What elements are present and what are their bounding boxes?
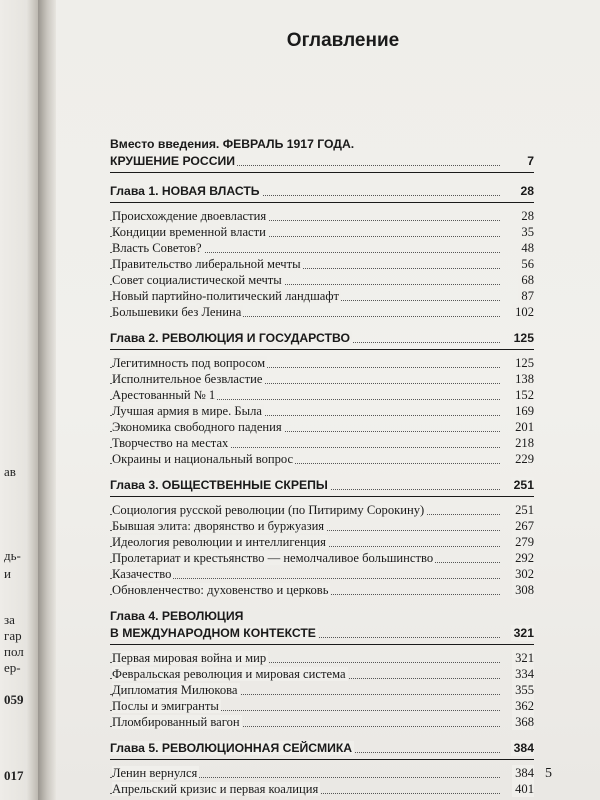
toc-item[interactable] — [110, 403, 534, 419]
toc-item[interactable] — [110, 765, 534, 781]
intro-title-line2: КРУШЕНИЕ РОССИИ — [110, 154, 236, 168]
toc-item-title: Февральская революция и мировая система — [112, 667, 346, 681]
toc-item-page-number: 355 — [512, 682, 534, 698]
toc-item-title: Большевики без Ленина — [112, 305, 242, 319]
toc-item[interactable] — [110, 256, 534, 272]
toc-item-title: Правительство либеральной мечты — [112, 257, 301, 271]
toc-item[interactable] — [110, 240, 534, 256]
toc-item[interactable] — [110, 666, 534, 682]
chapter-page-number: 125 — [511, 330, 534, 346]
toc-item-title: Исполнительное безвластие — [112, 372, 263, 386]
intro-page-number: 7 — [524, 153, 534, 169]
chapter-title: Глава 3. ОБЩЕСТВЕННЫЕ СКРЕПЫ — [110, 478, 328, 492]
chapter-page-number: 321 — [511, 625, 534, 641]
toc-item-title: Первая мировая война и мир — [112, 651, 267, 665]
toc-item[interactable] — [110, 502, 534, 518]
toc-item-page-number: 169 — [512, 403, 534, 419]
toc-item-page-number: 279 — [512, 534, 534, 550]
toc-item[interactable] — [110, 582, 534, 598]
toc-item-page-number: 201 — [512, 419, 534, 435]
toc-item-page-number: 251 — [512, 502, 534, 518]
toc-item[interactable] — [110, 272, 534, 288]
left-page-fragment: гар — [4, 628, 22, 643]
chapter-title: В МЕЖДУНАРОДНОМ КОНТЕКСТЕ — [110, 626, 316, 640]
toc-item-page-number: 28 — [518, 208, 534, 224]
toc-item-page-number: 125 — [512, 355, 534, 371]
toc-item-page-number: 68 — [518, 272, 534, 288]
chapter-entry[interactable] — [110, 183, 534, 199]
section-divider — [110, 172, 534, 173]
toc-item[interactable] — [110, 419, 534, 435]
left-page-fragment: ер- — [4, 660, 21, 675]
left-page-fragment: 059 — [4, 692, 24, 707]
left-page-fragment: 017 — [4, 768, 24, 783]
chapter-entry[interactable] — [110, 740, 534, 756]
toc-item-title: Экономика свободного падения — [112, 420, 282, 434]
toc-item-title: Ленин вернулся — [112, 766, 198, 780]
toc-item-title: Кондиции временной власти — [112, 225, 266, 239]
toc-item-page-number: 362 — [512, 698, 534, 714]
table-of-contents — [110, 136, 534, 797]
toc-item-page-number: 321 — [512, 650, 534, 666]
toc-item-page-number: 334 — [512, 666, 534, 682]
toc-item-title: Социология русской революции (по Питириму Сорокину) — [112, 503, 425, 517]
toc-item-page-number: 308 — [512, 582, 534, 598]
toc-item[interactable] — [110, 304, 534, 320]
book-gutter — [38, 0, 56, 800]
chapter-page-number: 28 — [517, 183, 534, 199]
chapter-title: Глава 2. РЕВОЛЮЦИЯ И ГОСУДАРСТВО — [110, 331, 350, 345]
toc-item-page-number: 35 — [518, 224, 534, 240]
toc-item-page-number: 48 — [518, 240, 534, 256]
toc-item[interactable] — [110, 355, 534, 371]
toc-item[interactable] — [110, 682, 534, 698]
left-page-fragment: за — [4, 612, 15, 627]
toc-item[interactable] — [110, 566, 534, 582]
section-divider — [110, 496, 534, 497]
chapter-entry[interactable] — [110, 477, 534, 493]
toc-item-title: Послы и эмигранты — [112, 699, 219, 713]
toc-item[interactable] — [110, 288, 534, 304]
toc-item-title: Арестованный № 1 — [112, 388, 216, 402]
chapter-entry[interactable] — [110, 625, 534, 641]
left-page-fragment: ав — [4, 464, 16, 479]
chapter-title: Глава 1. НОВАЯ ВЛАСТЬ — [110, 184, 260, 198]
intro-title-line1: Вместо введения. ФЕВРАЛЬ 1917 ГОДА. — [110, 137, 355, 151]
toc-item[interactable] — [110, 518, 534, 534]
toc-item-title: Совет социалистической мечты — [112, 273, 282, 287]
toc-item[interactable] — [110, 435, 534, 451]
chapter-title-line1: Глава 4. РЕВОЛЮЦИЯ — [110, 609, 244, 623]
toc-item-title: Творчество на местах — [112, 436, 229, 450]
section-divider — [110, 644, 534, 645]
left-page-fragment: дь- — [4, 548, 21, 563]
toc-item-title: Окраины и национальный вопрос — [112, 452, 294, 466]
toc-item-title: Пломбированный вагон — [112, 715, 240, 729]
toc-page — [56, 0, 600, 800]
chapter-entry[interactable] — [110, 330, 534, 346]
toc-item-page-number: 229 — [512, 451, 534, 467]
section-divider — [110, 202, 534, 203]
toc-item[interactable] — [110, 714, 534, 730]
toc-item-title: Бывшая элита: дворянство и буржуазия — [112, 519, 325, 533]
toc-item[interactable] — [110, 650, 534, 666]
left-page-fragment: пол — [4, 644, 24, 659]
toc-item-page-number: 302 — [512, 566, 534, 582]
page-number: 5 — [545, 766, 552, 781]
toc-item[interactable] — [110, 451, 534, 467]
toc-item-title: Пролетариат и крестьянство — немолчаливое большинство — [112, 551, 434, 565]
toc-item[interactable] — [110, 781, 534, 797]
intro-entry[interactable] — [110, 153, 534, 169]
section-divider — [110, 349, 534, 350]
toc-item-page-number: 401 — [512, 781, 534, 797]
toc-item-title: Происхождение двоевластия — [112, 209, 267, 223]
toc-item[interactable] — [110, 224, 534, 240]
toc-item-page-number: 267 — [512, 518, 534, 534]
toc-item-title: Власть Советов? — [112, 241, 202, 255]
chapter-page-number: 251 — [511, 477, 534, 493]
toc-item-title: Казачество — [112, 567, 172, 581]
toc-item[interactable] — [110, 698, 534, 714]
chapter-page-number: 384 — [511, 740, 534, 756]
toc-item[interactable] — [110, 550, 534, 566]
toc-item-page-number: 368 — [512, 714, 534, 730]
toc-item[interactable] — [110, 387, 534, 403]
left-page-fragment: и — [4, 566, 11, 581]
toc-item-page-number: 138 — [512, 371, 534, 387]
toc-item-page-number: 152 — [512, 387, 534, 403]
toc-item-title: Дипломатия Милюкова — [112, 683, 238, 697]
chapter-title: Глава 5. РЕВОЛЮЦИОННАЯ СЕЙСМИКА — [110, 741, 353, 755]
toc-item[interactable] — [110, 371, 534, 387]
toc-item-title: Обновленчество: духовенство и церковь — [112, 583, 329, 597]
toc-item-page-number: 292 — [512, 550, 534, 566]
toc-item-title: Идеология революции и интеллигенция — [112, 535, 326, 549]
toc-item-page-number: 102 — [512, 304, 534, 320]
section-divider — [110, 759, 534, 760]
toc-item[interactable] — [110, 208, 534, 224]
toc-item[interactable] — [110, 534, 534, 550]
page-title: Оглавление — [286, 30, 400, 51]
toc-item-page-number: 87 — [518, 288, 534, 304]
toc-item-title: Лучшая армия в мире. Была — [112, 404, 262, 418]
toc-item-title: Апрельский кризис и первая коалиция — [112, 782, 319, 796]
toc-item-title: Легитимность под вопросом — [112, 356, 266, 370]
toc-item-page-number: 56 — [518, 256, 534, 272]
left-page-edge — [0, 0, 38, 800]
toc-item-title: Новый партийно-политический ландшафт — [112, 289, 340, 303]
toc-item-page-number: 384 — [512, 765, 534, 781]
toc-item-page-number: 218 — [512, 435, 534, 451]
